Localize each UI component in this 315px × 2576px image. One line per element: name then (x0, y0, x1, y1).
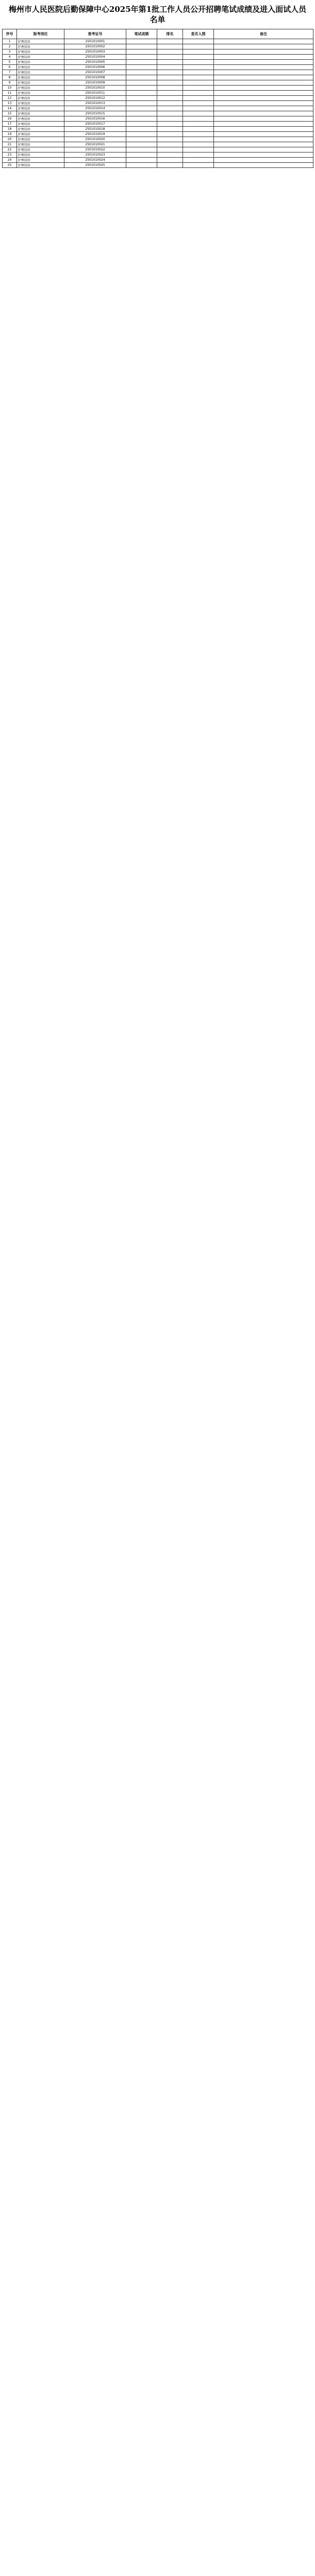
table-cell-pos: 护理岗位 (17, 44, 64, 49)
table-cell-pos: 护理岗位 (17, 116, 64, 122)
table-cell-note (214, 163, 313, 168)
table-cell-no: 15 (3, 111, 17, 116)
table-cell-pos: 护理岗位 (17, 75, 64, 80)
table-cell-score (126, 116, 157, 122)
table-cell-rank (157, 60, 183, 65)
table-row (3, 106, 313, 111)
table-cell-note (214, 60, 313, 65)
table-cell-pos: 护理岗位 (17, 86, 64, 91)
table-row (3, 91, 313, 96)
table-cell-rank (157, 49, 183, 55)
table-body (3, 39, 313, 168)
table-cell-pos: 护理岗位 (17, 49, 64, 55)
table-cell-score (126, 142, 157, 147)
table-cell-score (126, 80, 157, 86)
table-cell-ticket: 2501010023 (64, 152, 126, 158)
table-cell-score (126, 152, 157, 158)
table-cell-pos: 护理岗位 (17, 142, 64, 147)
table-cell-rank (157, 55, 183, 60)
table-cell-ticket: 2501010011 (64, 91, 126, 96)
table-cell-no: 14 (3, 106, 17, 111)
table-row (3, 122, 313, 127)
table-cell-note (214, 152, 313, 158)
table-cell-no: 7 (3, 70, 17, 75)
table-cell-pos: 护理岗位 (17, 152, 64, 158)
table-row (3, 80, 313, 86)
table-cell-ticket: 2501010012 (64, 96, 126, 101)
table-cell-in (183, 86, 214, 91)
table-cell-in (183, 137, 214, 142)
table-cell-note (214, 80, 313, 86)
table-cell-ticket: 2501010020 (64, 137, 126, 142)
table-cell-ticket: 2501010019 (64, 132, 126, 137)
table-cell-ticket: 2501010015 (64, 111, 126, 116)
table-cell-ticket: 2501010009 (64, 80, 126, 86)
table-cell-rank (157, 39, 183, 44)
table-cell-rank (157, 111, 183, 116)
table-cell-score (126, 163, 157, 168)
table-cell-rank (157, 116, 183, 122)
table-cell-note (214, 101, 313, 106)
table-cell-no: 21 (3, 142, 17, 147)
table-cell-rank (157, 70, 183, 75)
column-header: 笔试成绩 (126, 29, 157, 39)
table-cell-no: 23 (3, 152, 17, 158)
table-cell-no: 16 (3, 116, 17, 122)
table-cell-note (214, 39, 313, 44)
table-cell-in (183, 116, 214, 122)
table-cell-score (126, 127, 157, 132)
table-row (3, 60, 313, 65)
table-cell-pos: 护理岗位 (17, 39, 64, 44)
table-cell-score (126, 39, 157, 44)
table-cell-note (214, 65, 313, 70)
table-cell-rank (157, 44, 183, 49)
table-cell-score (126, 132, 157, 137)
table-cell-note (214, 132, 313, 137)
table-cell-ticket: 2501010003 (64, 49, 126, 55)
table-cell-ticket: 2501010005 (64, 60, 126, 65)
table-cell-pos: 护理岗位 (17, 65, 64, 70)
table-cell-pos: 护理岗位 (17, 70, 64, 75)
table-cell-pos: 护理岗位 (17, 147, 64, 152)
table-cell-ticket: 2501010002 (64, 44, 126, 49)
table-cell-no: 1 (3, 39, 17, 44)
table-cell-in (183, 163, 214, 168)
table-cell-ticket: 2501010025 (64, 163, 126, 168)
table-row (3, 132, 313, 137)
table-cell-score (126, 111, 157, 116)
column-header: 排名 (157, 29, 183, 39)
table-cell-note (214, 116, 313, 122)
table-cell-pos: 护理岗位 (17, 106, 64, 111)
table-cell-ticket: 2501010001 (64, 39, 126, 44)
table-cell-rank (157, 127, 183, 132)
table-cell-rank (157, 96, 183, 101)
table-cell-no: 24 (3, 158, 17, 163)
table-cell-in (183, 127, 214, 132)
table-cell-rank (157, 75, 183, 80)
table-cell-score (126, 60, 157, 65)
table-cell-pos: 护理岗位 (17, 96, 64, 101)
table-cell-score (126, 122, 157, 127)
table-cell-ticket: 2501010008 (64, 75, 126, 80)
table-cell-score (126, 86, 157, 91)
table-row (3, 96, 313, 101)
table-cell-note (214, 158, 313, 163)
table-cell-note (214, 70, 313, 75)
table-cell-in (183, 75, 214, 80)
table-cell-rank (157, 163, 183, 168)
table-cell-note (214, 49, 313, 55)
table-cell-ticket: 2501010021 (64, 142, 126, 147)
table-row (3, 147, 313, 152)
table-cell-ticket: 2501010017 (64, 122, 126, 127)
table-cell-rank (157, 137, 183, 142)
column-header: 备注 (214, 29, 313, 39)
table-cell-ticket: 2501010013 (64, 101, 126, 106)
table-cell-pos: 护理岗位 (17, 158, 64, 163)
table-row (3, 158, 313, 163)
table-cell-in (183, 65, 214, 70)
table-cell-rank (157, 142, 183, 147)
table-cell-in (183, 91, 214, 96)
document-page (0, 0, 315, 174)
table-cell-note (214, 147, 313, 152)
table-cell-in (183, 147, 214, 152)
table-cell-in (183, 101, 214, 106)
table-row (3, 163, 313, 168)
table-row (3, 39, 313, 44)
table-row (3, 55, 313, 60)
table-cell-note (214, 142, 313, 147)
table-row (3, 44, 313, 49)
table-cell-no: 3 (3, 49, 17, 55)
table-cell-note (214, 106, 313, 111)
table-cell-pos: 护理岗位 (17, 55, 64, 60)
table-cell-in (183, 44, 214, 49)
table-cell-no: 2 (3, 44, 17, 49)
table-cell-rank (157, 101, 183, 106)
table-cell-no: 4 (3, 55, 17, 60)
table-row (3, 111, 313, 116)
table-cell-pos: 护理岗位 (17, 127, 64, 132)
table-cell-ticket: 2501010004 (64, 55, 126, 60)
table-cell-rank (157, 91, 183, 96)
table-cell-score (126, 147, 157, 152)
table-cell-no: 8 (3, 75, 17, 80)
results-table (2, 29, 313, 168)
table-cell-no: 10 (3, 86, 17, 91)
table-cell-pos: 护理岗位 (17, 101, 64, 106)
table-cell-score (126, 70, 157, 75)
table-cell-score (126, 137, 157, 142)
table-cell-score (126, 75, 157, 80)
table-cell-pos: 护理岗位 (17, 137, 64, 142)
table-cell-note (214, 96, 313, 101)
table-cell-no: 25 (3, 163, 17, 168)
table-cell-rank (157, 132, 183, 137)
table-cell-rank (157, 86, 183, 91)
table-cell-note (214, 127, 313, 132)
page-title: 梅州市人民医院后勤保障中心2025年第1批工作人员公开招聘笔试成绩及进入面试人员名单 (8, 5, 307, 24)
table-cell-no: 22 (3, 147, 17, 152)
table-cell-in (183, 49, 214, 55)
table-cell-no: 11 (3, 91, 17, 96)
table-cell-no: 5 (3, 60, 17, 65)
table-cell-ticket: 2501010007 (64, 70, 126, 75)
table-cell-ticket: 2501010016 (64, 116, 126, 122)
table-cell-in (183, 106, 214, 111)
table-cell-score (126, 158, 157, 163)
table-cell-score (126, 96, 157, 101)
table-cell-note (214, 44, 313, 49)
table-row (3, 49, 313, 55)
table-cell-ticket: 2501010022 (64, 147, 126, 152)
column-header: 报考岗位 (17, 29, 64, 39)
table-cell-score (126, 44, 157, 49)
table-cell-note (214, 137, 313, 142)
table-cell-note (214, 122, 313, 127)
table-cell-no: 6 (3, 65, 17, 70)
table-cell-pos: 护理岗位 (17, 60, 64, 65)
table-row (3, 75, 313, 80)
table-cell-in (183, 55, 214, 60)
column-header: 准考证号 (64, 29, 126, 39)
table-cell-rank (157, 65, 183, 70)
column-header: 序号 (3, 29, 17, 39)
table-row (3, 152, 313, 158)
table-cell-pos: 护理岗位 (17, 91, 64, 96)
table-cell-pos: 护理岗位 (17, 122, 64, 127)
table-cell-in (183, 132, 214, 137)
table-cell-rank (157, 158, 183, 163)
table-cell-in (183, 111, 214, 116)
table-cell-ticket: 2501010010 (64, 86, 126, 91)
table-cell-rank (157, 147, 183, 152)
table-cell-in (183, 122, 214, 127)
table-row (3, 116, 313, 122)
table-cell-no: 20 (3, 137, 17, 142)
table-cell-no: 18 (3, 127, 17, 132)
table-cell-no: 17 (3, 122, 17, 127)
table-cell-in (183, 60, 214, 65)
table-cell-score (126, 91, 157, 96)
table-cell-score (126, 49, 157, 55)
table-cell-ticket: 2501010006 (64, 65, 126, 70)
table-cell-rank (157, 80, 183, 86)
table-cell-no: 13 (3, 101, 17, 106)
table-row (3, 70, 313, 75)
table-cell-in (183, 70, 214, 75)
table-cell-ticket: 2501010018 (64, 127, 126, 132)
table-cell-ticket: 2501010014 (64, 106, 126, 111)
table-cell-pos: 护理岗位 (17, 111, 64, 116)
table-cell-in (183, 158, 214, 163)
table-header-row (3, 29, 313, 39)
table-cell-score (126, 101, 157, 106)
table-row (3, 101, 313, 106)
table-cell-in (183, 152, 214, 158)
table-cell-score (126, 106, 157, 111)
table-cell-rank (157, 122, 183, 127)
table-cell-note (214, 55, 313, 60)
table-cell-in (183, 96, 214, 101)
table-cell-note (214, 86, 313, 91)
table-cell-note (214, 91, 313, 96)
table-cell-pos: 护理岗位 (17, 80, 64, 86)
table-cell-note (214, 111, 313, 116)
table-cell-in (183, 80, 214, 86)
column-header: 是否入围 (183, 29, 214, 39)
table-cell-ticket: 2501010024 (64, 158, 126, 163)
table-cell-no: 9 (3, 80, 17, 86)
table-row (3, 137, 313, 142)
table-cell-score (126, 65, 157, 70)
table-cell-in (183, 39, 214, 44)
table-cell-pos: 护理岗位 (17, 163, 64, 168)
table-cell-pos: 护理岗位 (17, 132, 64, 137)
table-cell-note (214, 75, 313, 80)
table-row (3, 86, 313, 91)
table-row (3, 127, 313, 132)
table-cell-in (183, 142, 214, 147)
table-cell-rank (157, 152, 183, 158)
table-row (3, 65, 313, 70)
table-cell-no: 12 (3, 96, 17, 101)
table-cell-score (126, 55, 157, 60)
table-cell-no: 19 (3, 132, 17, 137)
table-cell-rank (157, 106, 183, 111)
table-row (3, 142, 313, 147)
